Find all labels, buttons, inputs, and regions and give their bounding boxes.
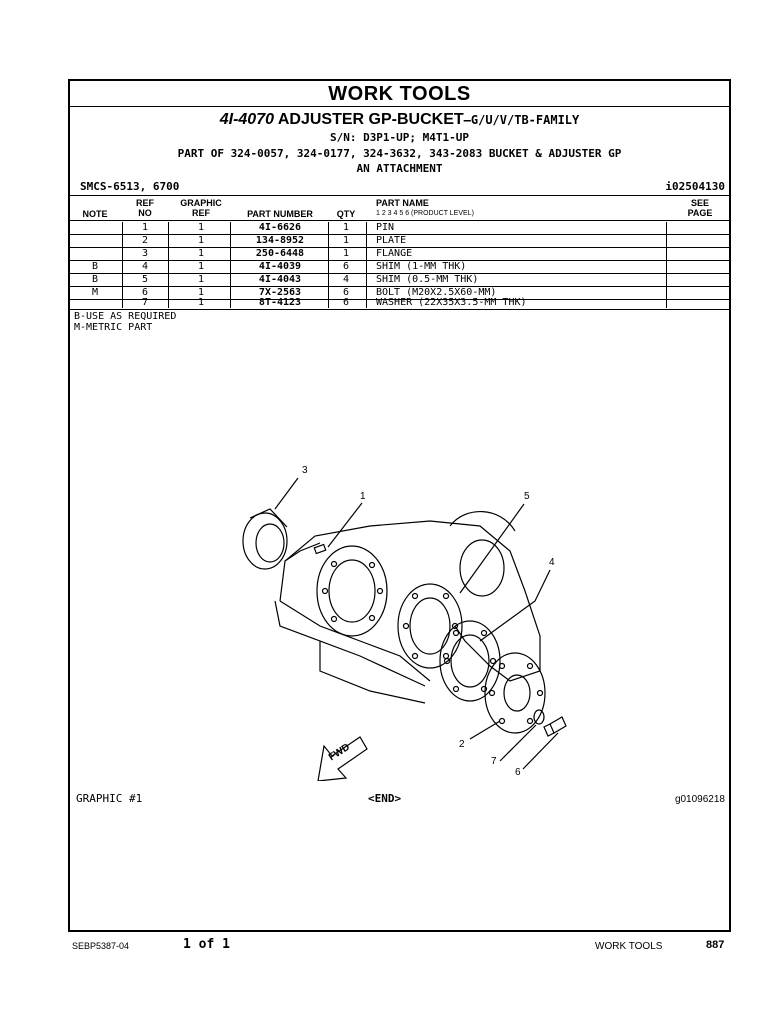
cell-note: B xyxy=(91,274,99,285)
parts-page-frame xyxy=(68,79,731,932)
callout-label: 3 xyxy=(302,465,308,476)
part-of-line: PART OF 324-0057, 324-0177, 324-3632, 343-2083 BUCKET & ADJUSTER GP xyxy=(177,147,622,160)
cell-part-name: PIN xyxy=(376,222,395,233)
cell-part-name: WASHER (22X35X3.5-MM THK) xyxy=(376,297,527,308)
cell-part-name: PLATE xyxy=(376,235,407,246)
cell-qty: 1 xyxy=(342,248,350,259)
part-number-title: 4I-4070 xyxy=(219,111,274,128)
cell-qty: 4 xyxy=(342,274,350,285)
col-header-part-name: PART NAME xyxy=(376,198,429,208)
footer-page-number: 887 xyxy=(706,939,725,951)
cell-part-name: FLANGE xyxy=(376,248,413,259)
col-header-see-line1: SEE xyxy=(690,198,709,208)
cell-qty: 6 xyxy=(342,261,350,272)
cell-qty: 1 xyxy=(342,235,350,246)
col-header-ref-line2: NO xyxy=(138,208,152,218)
cell-gref: 1 xyxy=(197,297,205,308)
cell-part-number: 134-8952 xyxy=(255,235,305,246)
col-header-note: NOTE xyxy=(82,209,108,219)
callout-label: 7 xyxy=(491,756,497,767)
callout-label: 1 xyxy=(360,491,366,502)
cell-gref: 1 xyxy=(197,235,205,246)
smcs-code: SMCS-6513, 6700 xyxy=(80,180,180,193)
cell-qty: 1 xyxy=(342,222,350,233)
callout-label: 6 xyxy=(515,767,521,778)
cell-ref: 1 xyxy=(141,222,149,233)
callout-label: 2 xyxy=(459,739,465,750)
col-header-gref-line1: GRAPHIC xyxy=(180,198,222,208)
col-header-ref-line1: REF xyxy=(136,198,154,208)
cell-qty: 6 xyxy=(342,297,350,308)
cell-ref: 5 xyxy=(141,274,149,285)
cell-part-number: 7X-2563 xyxy=(258,287,302,298)
cell-note: M xyxy=(91,287,99,298)
cell-gref: 1 xyxy=(197,261,205,272)
col-header-qty: QTY xyxy=(336,209,356,219)
end-marker: <END> xyxy=(368,792,402,805)
cell-ref: 2 xyxy=(141,235,149,246)
cell-ref: 3 xyxy=(141,248,149,259)
cell-ref: 4 xyxy=(141,261,149,272)
cell-ref: 6 xyxy=(141,287,149,298)
note-line: M-METRIC PART xyxy=(74,322,153,333)
page-header-title: WORK TOOLS xyxy=(70,81,729,107)
fwd-arrow-label: FWD xyxy=(326,741,352,764)
cell-gref: 1 xyxy=(197,274,205,285)
cell-qty: 6 xyxy=(342,287,350,298)
col-header-part-number: PART NUMBER xyxy=(247,209,313,219)
cell-part-name: BOLT (M20X2.5X60-MM) xyxy=(376,287,497,298)
footer-section: WORK TOOLS xyxy=(595,941,663,952)
footer-doc-number: SEBP5387-04 xyxy=(72,941,130,951)
callout-label: 5 xyxy=(524,491,530,502)
callout-label: 4 xyxy=(549,557,555,568)
cell-gref: 1 xyxy=(197,222,205,233)
exploded-parts-illustration xyxy=(70,81,730,781)
cell-part-number: 4I-4043 xyxy=(258,274,302,285)
col-header-product-level: 1 2 3 4 5 6 (PRODUCT LEVEL) xyxy=(376,210,474,217)
footer-page-count: 1 of 1 xyxy=(183,937,230,952)
col-header-gref-line2: REF xyxy=(192,208,210,218)
cell-part-number: 4I-6626 xyxy=(258,222,302,233)
cell-part-name: SHIM (0.5-MM THK) xyxy=(376,274,479,285)
attachment-line: AN ATTACHMENT xyxy=(356,162,443,175)
document-ident: i02504130 xyxy=(665,180,725,193)
cell-note: B xyxy=(91,261,99,272)
part-family: —G/U/V/TB-FAMILY xyxy=(463,113,580,127)
cell-part-name: SHIM (1-MM THK) xyxy=(376,261,467,272)
cell-gref: 1 xyxy=(197,287,205,298)
cell-part-number: 250-6448 xyxy=(255,248,305,259)
col-header-see-line2: PAGE xyxy=(687,208,713,218)
cell-gref: 1 xyxy=(197,248,205,259)
graphic-label: GRAPHIC #1 xyxy=(76,792,143,805)
cell-part-number: 8T-4123 xyxy=(258,297,302,308)
cell-part-number: 4I-4039 xyxy=(258,261,302,272)
graphic-ref-id: g01096218 xyxy=(674,794,725,805)
note-line: B-USE AS REQUIRED xyxy=(74,311,177,322)
part-name-title: ADJUSTER GP-BUCKET xyxy=(277,111,464,128)
cell-ref: 7 xyxy=(141,297,149,308)
serial-number-line: S/N: D3P1-UP; M4T1-UP xyxy=(329,131,470,144)
